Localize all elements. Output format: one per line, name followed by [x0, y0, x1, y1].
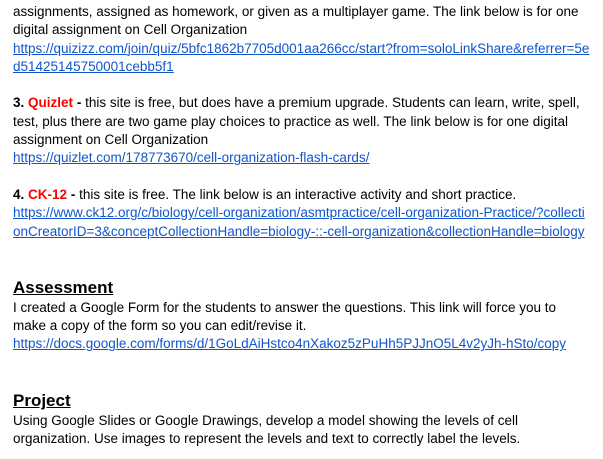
intro-paragraph: [13, 3, 591, 76]
site-item-quizlet: [13, 94, 591, 167]
site-name-quizlet: Quizlet: [28, 95, 74, 111]
assessment-paragraph: [13, 299, 591, 354]
site-separator: -: [70, 186, 76, 202]
site-number: 4.: [13, 186, 25, 202]
intro-text: assignments, assigned as homework, or given as a multiplayer game. The link below is for one digital assignment on Cell Organization: [13, 4, 579, 38]
assessment-text: I created a Google Form for the students to answer the questions. This link will force you to make a copy of the form so you can edit/revise it.: [13, 299, 557, 334]
site-item-ck12: [13, 186, 591, 241]
quizizz-link[interactable]: https://quizizz.com/join/quiz/5bfc1862b7705d001aa266cc/start?from=soloLinkShare&referrer=5ed51425145750001cebb5f1: [13, 40, 590, 74]
google-form-link[interactable]: https://docs.google.com/forms/d/1GoLdAiHstco4nXakoz5zPuHh5PJJnO5L4v2yJh-hSto/copy: [13, 336, 567, 352]
site-name-ck12: CK-12: [28, 186, 68, 202]
site-description: this site is free. The link below is an interactive activity and short practice.: [79, 186, 517, 202]
site-number: 3.: [13, 95, 25, 111]
project-heading: Project: [13, 390, 71, 410]
site-description: this site is free, but does have a premium upgrade. Students can learn, write, spell, test, plus there are two game play choices to practice as well. The link below is for one digital assignment on Cell Organization: [13, 95, 580, 148]
ck12-link[interactable]: https://www.ck12.org/c/biology/cell-organization/asmtpractice/cell-organization-Practice/?collectionCreatorID=3&conceptCollectionHandle=biology-::-cell-organization&collectionHandle=biology: [13, 205, 585, 239]
project-paragraph: [13, 412, 591, 449]
site-separator: -: [76, 95, 82, 111]
quizlet-link[interactable]: https://quizlet.com/178773670/cell-organization-flash-cards/: [13, 150, 370, 166]
project-text: Using Google Slides or Google Drawings, develop a model showing the levels of cell organization. Use images to represent the levels and text to correctly label the levels.: [13, 412, 521, 447]
assessment-heading: Assessment: [13, 277, 114, 297]
